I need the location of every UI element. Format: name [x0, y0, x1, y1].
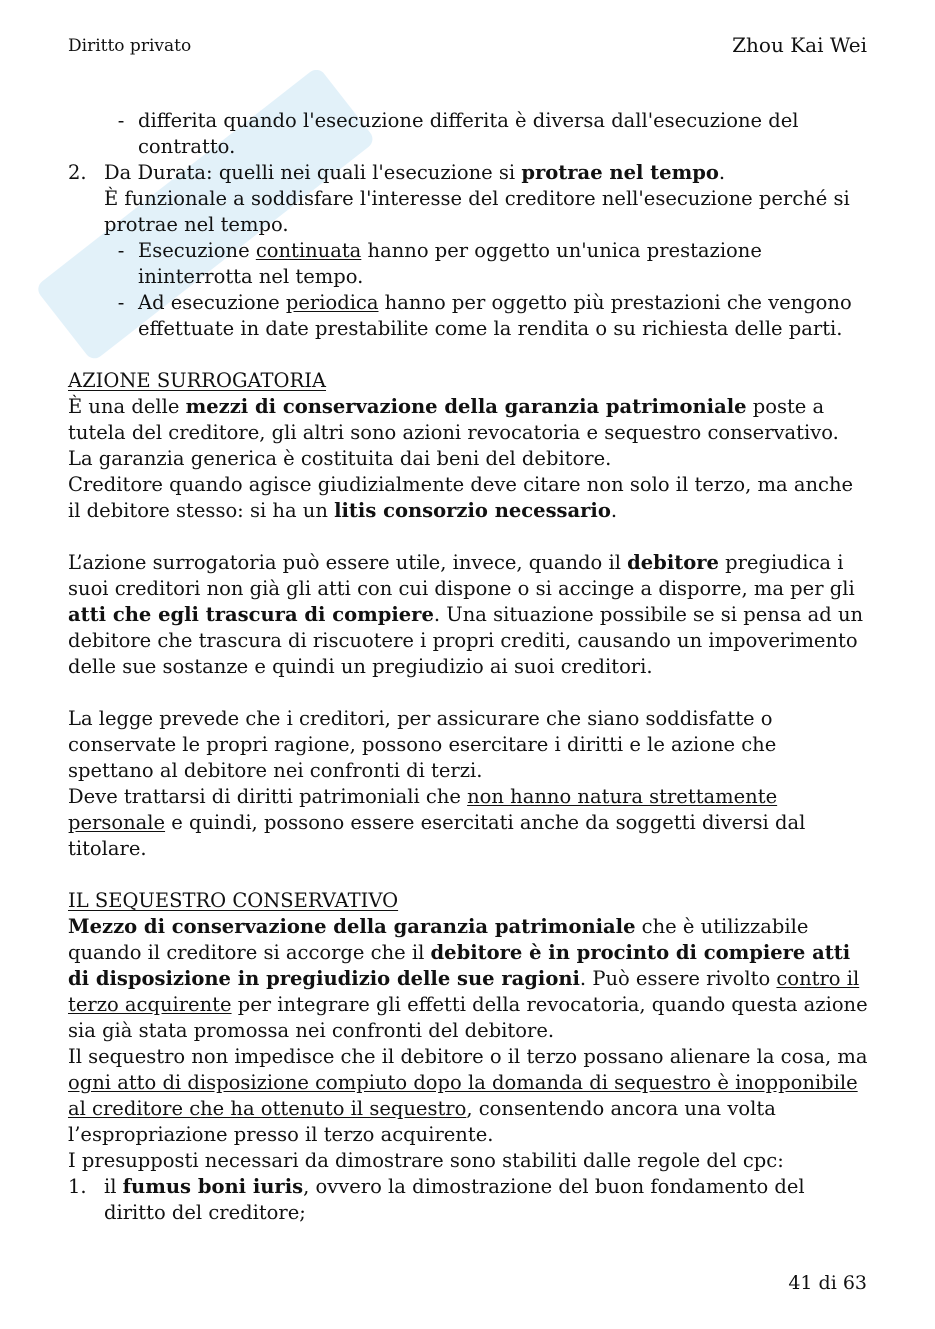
paragraph: Mezzo di conservazione della garanzia patrimoniale che è utilizzabile quando il creditore si accorge che il debitore è in procinto di compiere atti di disposizione in pregiudizio delle sue ragioni. Può essere rivolto contro il terzo acquirente per integrare gli effetti della revocatoria, quando questa azione sia già stata promossa nei confronti del debitore. — [68, 915, 868, 1042]
paragraph: È funzionale a soddisfare l'interesse del creditore nell'esecuzione perché si protrae nel tempo. — [104, 187, 850, 236]
page-content — [68, 108, 868, 1226]
list-item: 1. il fumus boni iuris, ovvero la dimostrazione del buon fondamento del diritto del creditore; — [68, 1175, 805, 1224]
list-item: - differita quando l'esecuzione differita è diversa dall'esecuzione del contratto. — [117, 109, 799, 158]
author-name: Zhou Kai Wei — [732, 33, 867, 57]
list-item: 2. Da Durata: quelli nei quali l'esecuzione si protrae nel tempo. — [68, 161, 726, 184]
paragraph: Creditore quando agisce giudizialmente deve citare non solo il terzo, ma anche il debitore stesso: si ha un litis consorzio necessario. — [68, 473, 854, 522]
section-heading: AZIONE SURROGATORIA — [68, 369, 327, 392]
page-number: 41 di 63 — [788, 1272, 867, 1294]
list-item: - Esecuzione continuata hanno per oggetto un'unica prestazione ininterrotta nel tempo. — [117, 239, 762, 288]
list-item: - Ad esecuzione periodica hanno per oggetto più prestazioni che vengono effettuate in date prestabilite come la rendita o su richiesta delle parti. — [117, 291, 852, 340]
paragraph: Deve trattarsi di diritti patrimoniali che non hanno natura strettamente personale e quindi, possono essere esercitati anche da soggetti diversi dal titolare. — [68, 785, 806, 860]
paragraph: È una delle mezzi di conservazione della garanzia patrimoniale poste a tutela del creditore, gli altri sono azioni revocatoria e sequestro conservativo. — [68, 395, 839, 444]
paragraph: La legge prevede che i creditori, per assicurare che siano soddisfatte o conservate le propri ragione, possono esercitare i diritti e le azione che spettano al debitore nei confronti di terzi. — [68, 707, 777, 782]
section-heading: IL SEQUESTRO CONSERVATIVO — [68, 889, 399, 912]
course-title: Diritto privato — [68, 36, 192, 56]
paragraph: Il sequestro non impedisce che il debitore o il terzo possano alienare la cosa, ma ogni atto di disposizione compiuto dopo la domanda di sequestro è inopponibile al creditore che ha ottenuto il sequestro, consentendo ancora una volta l’espropriazione presso il terzo acquirente. — [68, 1045, 868, 1146]
paragraph: I presupposti necessari da dimostrare sono stabiliti dalle regole del cpc: — [68, 1149, 784, 1172]
paragraph: L’azione surrogatoria può essere utile, invece, quando il debitore pregiudica i suoi creditori non già gli atti con cui dispone o si accinge a disporre, ma per gli atti che egli trascura di compiere. Una situazione possibile se si pensa ad un debitore che trascura di riscuotere i propri crediti, causando un impoverimento delle sue sostanze e quindi un pregiudizio ai suoi creditori. — [68, 551, 864, 678]
paragraph: La garanzia generica è costituita dai beni del debitore. — [68, 447, 612, 470]
